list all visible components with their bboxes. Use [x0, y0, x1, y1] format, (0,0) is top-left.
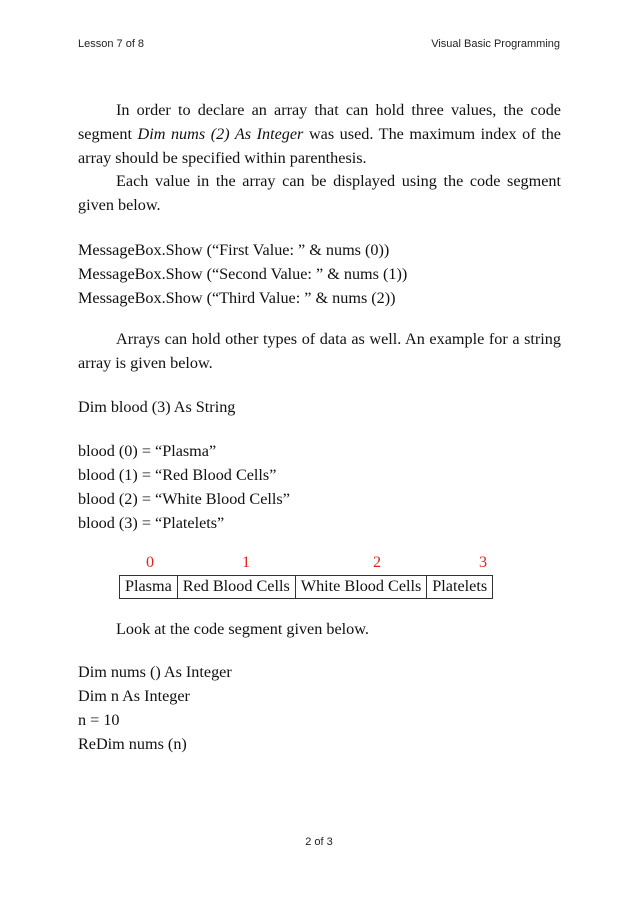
paragraph-string-array: Arrays can hold other types of data as well. An example for a string array is given below.: [78, 330, 561, 372]
code-block-redim: [78, 660, 561, 756]
page-number: 2 of 3: [305, 836, 333, 848]
code-line: MessageBox.Show (“Second Value: ” & nums (1)): [78, 265, 408, 283]
code-block-blood-assign: [78, 439, 561, 535]
array-index-label: 0: [145, 553, 155, 571]
array-cell: Red Blood Cells: [178, 576, 296, 598]
array-cell: Platelets: [432, 577, 488, 595]
code-line: Dim nums () As Integer: [78, 663, 232, 681]
paragraph-display-values: Each value in the array can be displayed using the code segment given below.: [78, 172, 561, 214]
header-course-title: Visual Basic Programming: [431, 38, 560, 50]
paragraph-text: was used. The maximum index of the array should be specified within parenthesis.: [78, 125, 561, 167]
array-index-row: [119, 553, 493, 575]
array-index-label: 1: [241, 553, 251, 571]
header-lesson: Lesson 7 of 8: [78, 38, 145, 50]
code-line: n = 10: [78, 711, 120, 729]
inline-code: Dim nums (2) As Integer: [137, 125, 304, 143]
array-cells: [119, 575, 493, 599]
code-line: MessageBox.Show (“First Value: ” & nums (0)): [78, 241, 390, 259]
array-index-label: 2: [372, 553, 382, 571]
code-block-dim-blood: [78, 395, 561, 419]
code-line: MessageBox.Show (“Third Value: ” & nums (2)): [78, 289, 396, 307]
code-line: blood (2) = “White Blood Cells”: [78, 490, 290, 508]
code-block-messagebox: [78, 238, 561, 310]
array-diagram: [119, 553, 493, 599]
array-cell: Plasma: [120, 576, 178, 598]
code-line: Dim n As Integer: [78, 687, 190, 705]
code-line: blood (3) = “Platelets”: [78, 514, 225, 532]
array-cell: White Blood Cells: [296, 576, 428, 598]
paragraph-text: In order to declare an array that can hold three values, the code segment: [78, 101, 561, 143]
code-line: ReDim nums (n): [78, 735, 187, 753]
paragraph-declare-array: [78, 98, 561, 170]
paragraph-look-at-code: Look at the code segment given below.: [116, 620, 369, 638]
code-line: blood (1) = “Red Blood Cells”: [78, 466, 277, 484]
code-line: Dim blood (3) As String: [78, 398, 236, 416]
array-index-label: 3: [478, 553, 488, 571]
code-line: blood (0) = “Plasma”: [78, 442, 217, 460]
